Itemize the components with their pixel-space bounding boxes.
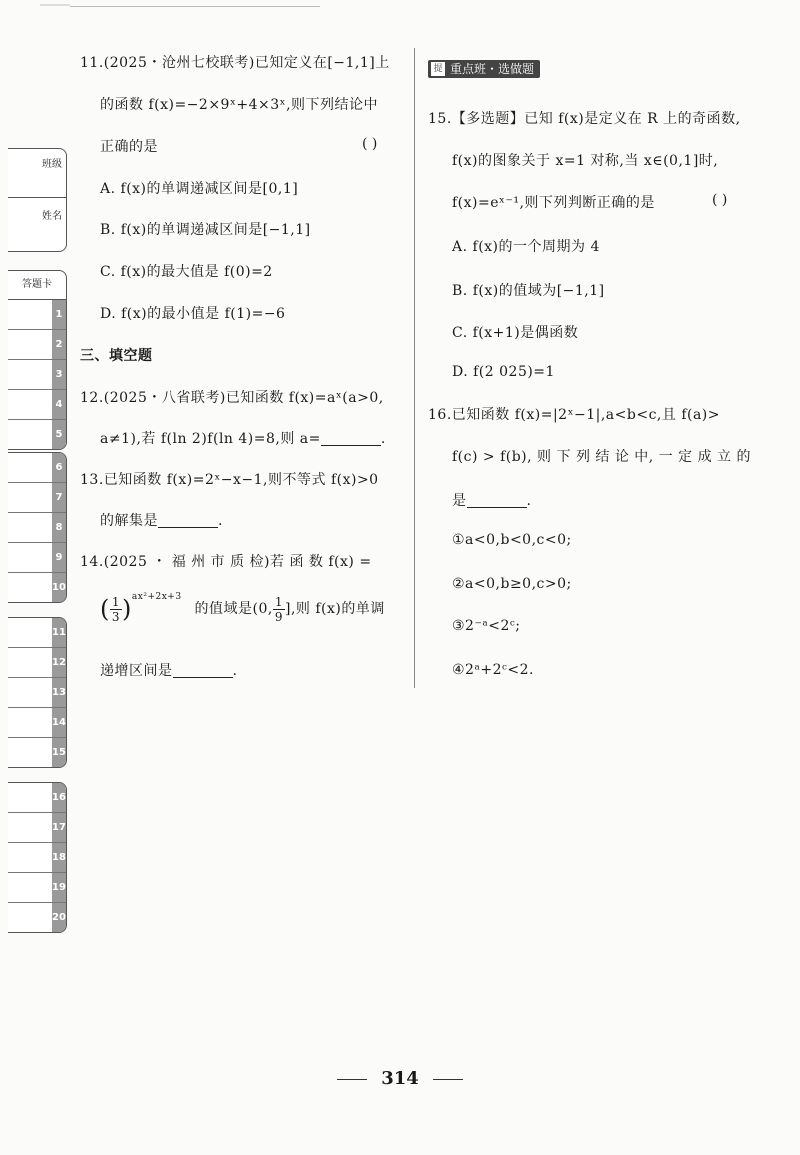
answer-row-number: 17 [52, 813, 66, 842]
q16-line1: 16.已知函数 f(x)=|2ˣ−1|,a<b<c,且 f(a)> [428, 407, 721, 423]
q16-option-1: ①a<0,b<0,c<0; [452, 532, 572, 548]
q12-line2-end: . [380, 431, 386, 447]
answer-row-number: 8 [52, 513, 66, 542]
q14-line3-end: . [232, 663, 238, 679]
q14-range-numerator: 1 [274, 594, 283, 609]
answer-row[interactable] [8, 513, 66, 543]
q12-line1: 12.(2025・八省联考)已知函数 f(x)=aˣ(a>0, [80, 390, 384, 406]
name-label: 姓名 [42, 211, 62, 222]
page-number-value: 314 [381, 1068, 419, 1089]
answer-row-number: 6 [52, 453, 66, 482]
top-rule [70, 6, 320, 7]
q11-option-b: B. f(x)的单调递减区间是[−1,1] [100, 222, 311, 238]
q12-line2 [100, 428, 386, 448]
answer-row[interactable] [8, 903, 66, 932]
q15-line1: 15.【多选题】已知 f(x)是定义在 R 上的奇函数, [428, 111, 741, 127]
answer-row-number: 4 [52, 390, 66, 419]
section-title-fill-in: 三、填空题 [80, 348, 153, 364]
answer-row-number: 13 [52, 678, 66, 707]
answer-row-number: 3 [52, 360, 66, 389]
q14-line3 [100, 660, 237, 680]
q14-range-left: (0, [252, 601, 273, 617]
answer-row-number: 16 [52, 783, 66, 812]
info-divider [8, 197, 66, 198]
scan-edge-mark [40, 4, 70, 6]
q14-range-right: ] [284, 601, 291, 617]
answer-row[interactable] [8, 420, 66, 449]
answer-row[interactable] [8, 453, 66, 483]
q16-option-2: ②a<0,b≥0,c>0; [452, 576, 572, 592]
q14-line2-tail: ,则 f(x)的单调 [290, 601, 385, 617]
q14-line2 [100, 592, 385, 624]
answer-row[interactable] [8, 300, 66, 330]
q14-range-label: 的值域是 [194, 601, 253, 617]
answer-card-title: 答题卡 [8, 271, 66, 300]
q14-line1: 14.(2025 ・ 福 州 市 质 检)若 函 数 f(x) = [80, 554, 372, 570]
answer-row-number: 5 [52, 420, 66, 449]
answer-row[interactable] [8, 543, 66, 573]
q14-range-denominator: 9 [274, 609, 283, 624]
q15-option-b: B. f(x)的值域为[−1,1] [452, 283, 605, 299]
answer-row[interactable] [8, 843, 66, 873]
answer-row[interactable] [8, 783, 66, 813]
answer-row[interactable] [8, 708, 66, 738]
page-number-dash-left [337, 1079, 367, 1080]
answer-row-number: 9 [52, 543, 66, 572]
answer-row[interactable] [8, 873, 66, 903]
answer-row-number: 11 [52, 618, 66, 647]
section-tag [428, 60, 540, 78]
q14-exponent: ax²+2x+3 [131, 592, 182, 602]
answer-row[interactable] [8, 648, 66, 678]
answer-row[interactable] [8, 618, 66, 648]
q16-answer-blank[interactable] [467, 493, 527, 508]
q14-paren-close: ) [122, 595, 132, 623]
q13-line2-end: . [218, 513, 223, 529]
q15-option-d: D. f(2 025)=1 [452, 364, 555, 380]
q15-line3: f(x)=eˣ⁻¹,则下列判断正确的是 [452, 195, 655, 211]
student-info-box [8, 148, 67, 252]
answer-card-group-2 [8, 452, 67, 603]
q15-line2: f(x)的图象关于 x=1 对称,当 x∈(0,1]时, [452, 153, 719, 169]
q11-line2: 的函数 f(x)=−2×9ˣ+4×3ˣ,则下列结论中 [100, 97, 379, 113]
q11-option-d: D. f(x)的最小值是 f(1)=−6 [100, 306, 286, 322]
q15-answer-paren: ( ) [712, 192, 728, 208]
q13-line2-text: 的解集是 [100, 513, 158, 529]
tag-icon: 提 [431, 62, 445, 76]
answer-row-number: 15 [52, 738, 66, 767]
answer-row[interactable] [8, 738, 66, 767]
answer-card-group-3 [8, 617, 67, 768]
q11-option-a: A. f(x)的单调递减区间是[0,1] [100, 181, 299, 197]
q11-line1: 11.(2025・沧州七校联考)已知定义在[−1,1]上 [80, 55, 390, 71]
q15-option-a: A. f(x)的一个周期为 4 [452, 239, 600, 255]
q16-option-3: ③2⁻ᵃ<2ᶜ; [452, 618, 521, 634]
q13-line1: 13.已知函数 f(x)=2ˣ−x−1,则不等式 f(x)>0 [80, 472, 379, 488]
q11-answer-paren: ( ) [362, 136, 378, 152]
answer-row-number: 2 [52, 330, 66, 359]
q11-line3: 正确的是 [100, 139, 158, 155]
q11-option-c: C. f(x)的最大值是 f(0)=2 [100, 264, 273, 280]
answer-row-number: 20 [52, 903, 66, 932]
answer-card-group-4 [8, 782, 67, 933]
q16-line3-end: . [526, 493, 532, 509]
q13-answer-blank[interactable] [158, 513, 218, 528]
q12-line2-text: a≠1),若 f(ln 2)f(ln 4)=8,则 a= [100, 431, 321, 447]
answer-card-group-1 [8, 270, 67, 450]
answer-row[interactable] [8, 813, 66, 843]
q14-answer-blank[interactable] [173, 663, 233, 678]
answer-row-number: 18 [52, 843, 66, 872]
answer-row[interactable] [8, 390, 66, 420]
answer-row-number: 12 [52, 648, 66, 677]
q14-base-denominator: 3 [111, 609, 121, 624]
answer-row[interactable] [8, 330, 66, 360]
answer-row-number: 10 [52, 573, 66, 602]
answer-row-number: 1 [52, 300, 66, 329]
page-number [0, 1068, 800, 1089]
q16-line3-text: 是 [452, 493, 467, 509]
answer-row[interactable] [8, 573, 66, 602]
column-divider [414, 48, 415, 688]
answer-row[interactable] [8, 483, 66, 513]
q15-option-c: C. f(x+1)是偶函数 [452, 325, 579, 341]
answer-row[interactable] [8, 360, 66, 390]
q14-base-fraction [110, 595, 122, 624]
q13-line2 [100, 510, 223, 530]
q16-line3 [452, 490, 531, 510]
answer-row[interactable] [8, 678, 66, 708]
answer-row-number: 19 [52, 873, 66, 902]
class-label: 班级 [42, 159, 62, 170]
q12-answer-blank[interactable] [321, 431, 381, 446]
q16-line2: f(c) > f(b), 则 下 列 结 论 中, 一 定 成 立 的 [452, 449, 751, 465]
q16-option-4: ④2ᵃ+2ᶜ<2. [452, 662, 534, 678]
answer-row-number: 7 [52, 483, 66, 512]
q14-base-numerator: 1 [111, 594, 121, 609]
answer-row-number: 14 [52, 708, 66, 737]
page-number-dash-right [433, 1079, 463, 1080]
section-tag-label: 重点班・选做题 [450, 62, 535, 76]
q14-range-fraction [273, 595, 285, 624]
q14-line3-text: 递增区间是 [100, 663, 173, 679]
q14-paren-open: ( [100, 595, 110, 623]
